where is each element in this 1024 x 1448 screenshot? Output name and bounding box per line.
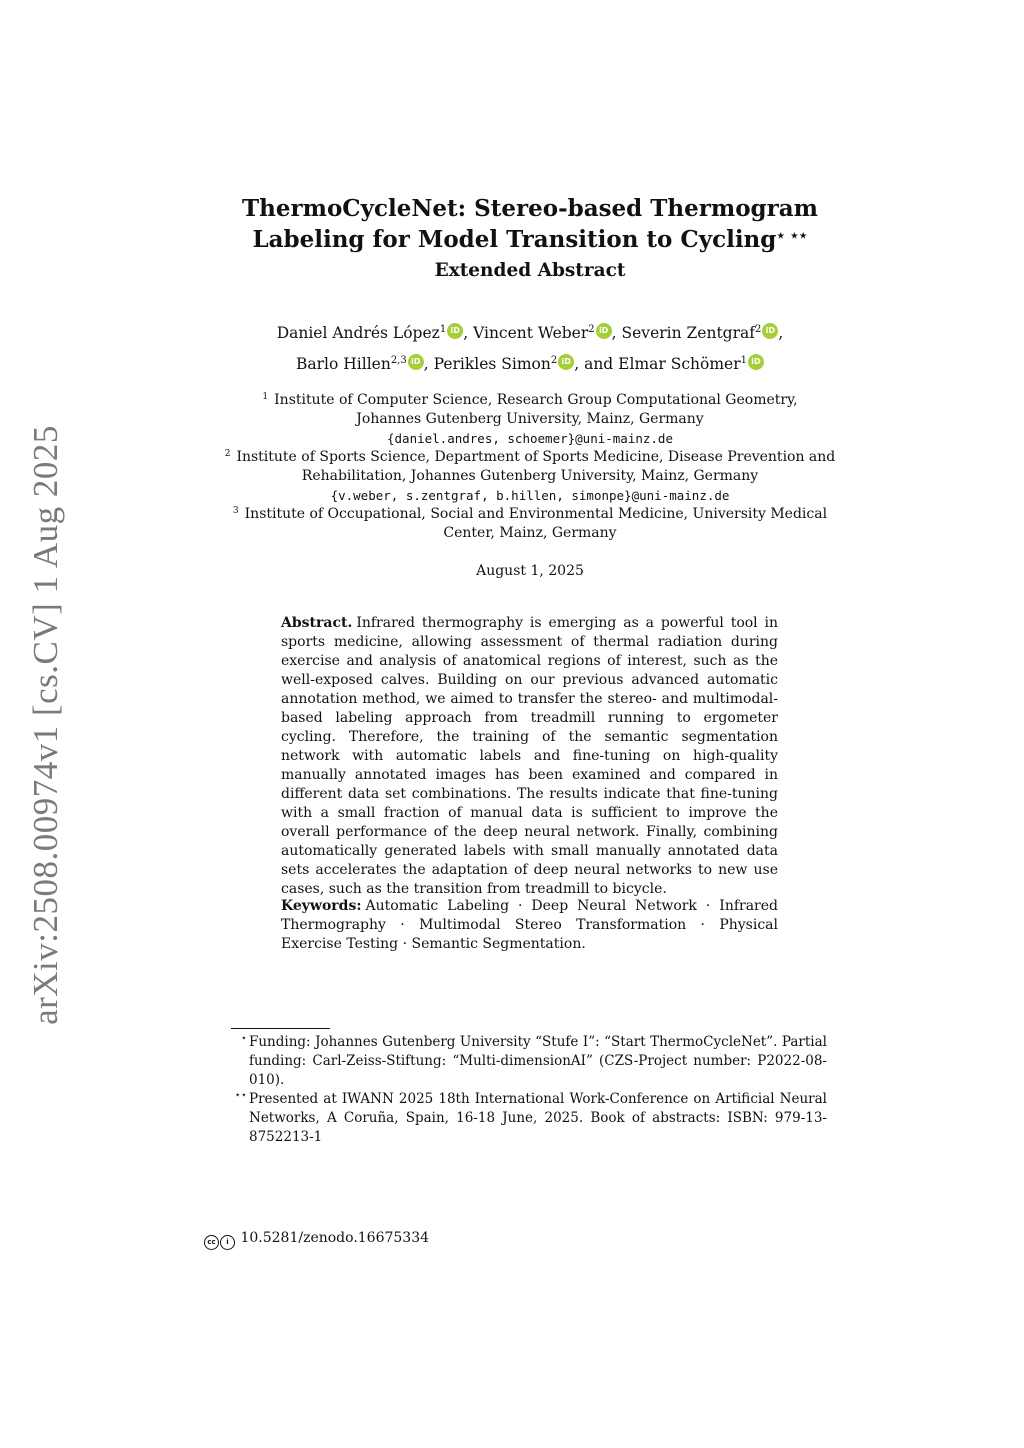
- author-name: Elmar Schömer: [618, 355, 741, 373]
- affiliation-number: 1: [262, 392, 269, 402]
- title-footnote-marks: ⋆ ⋆⋆: [776, 228, 808, 244]
- affiliation-1-email[interactable]: {daniel.andres, schoemer}@uni-mainz.de: [387, 431, 673, 446]
- abstract-section: [281, 614, 778, 899]
- orcid-icon[interactable]: iD: [447, 323, 463, 339]
- footnote-mark: ⋆⋆: [234, 1090, 247, 1101]
- affiliation-2-email[interactable]: {v.weber, s.zentgraf, b.hillen, simonpe}@uni-mainz.de: [330, 488, 730, 503]
- author-affiliation: 2,3: [390, 355, 407, 366]
- author-affiliation: 2: [588, 324, 595, 335]
- author-affiliation: 2: [754, 324, 762, 335]
- creative-commons-icon: cc: [204, 1235, 219, 1250]
- author-line-1: [170, 318, 890, 349]
- author-separator: ,: [463, 324, 469, 342]
- paper-subtitle: Extended Abstract: [434, 260, 626, 281]
- orcid-icon[interactable]: iD: [596, 323, 612, 339]
- author-affiliation: 1: [439, 324, 447, 335]
- author-separator: , and: [574, 355, 614, 373]
- author-separator: ,: [423, 355, 429, 373]
- license-doi: [204, 1228, 429, 1250]
- paper-title-block: [170, 193, 890, 286]
- title-line-2: [170, 224, 890, 255]
- affiliation-2-line-2: Rehabilitation, Johannes Gutenberg University, Mainz, Germany: [301, 468, 759, 484]
- author-affiliation: 2: [550, 355, 558, 366]
- keywords-text: Automatic Labeling · Deep Neural Network · Infrared Thermography · Multimodal Stereo Transformation · Physical Exercise Testing · Semantic Segmentation.: [281, 898, 778, 952]
- keywords-section: [281, 897, 778, 954]
- arxiv-identifier: arXiv:2508.00974v1 [cs.CV] 1 Aug 2025: [26, 425, 65, 1025]
- title-line-1: ThermoCycleNet: Stereo-based Thermogram: [242, 195, 818, 222]
- author-separator: ,: [611, 324, 617, 342]
- affiliation-text: Institute of Computer Science, Research Group Computational Geometry,: [274, 392, 798, 408]
- footnote-text: Funding: Johannes Gutenberg University “Stufe I”: “Start ThermoCycleNet”. Partial funding: Carl-Zeiss-Stiftung: “Multi-dimensionAI” (CZS-Project number: P2022-08-010).: [249, 1034, 827, 1088]
- affiliation-text: Institute of Sports Science, Department of Sports Medicine, Disease Prevention and: [236, 449, 836, 465]
- affiliation-number: 3: [232, 506, 239, 516]
- affiliation-2-line-1: [170, 448, 890, 467]
- orcid-icon[interactable]: iD: [762, 323, 778, 339]
- footnote-1: [231, 1033, 827, 1090]
- author-name: Severin Zentgraf: [621, 324, 755, 342]
- footnote-text: Presented at IWANN 2025 18th International Work-Conference on Artificial Neural Networks, A Coruña, Spain, 16-18 June, 2025. Book of abstracts: ISBN: 979-13-8752213-1: [249, 1091, 827, 1145]
- author-name: Vincent Weber: [473, 324, 589, 342]
- affiliation-text: Institute of Occupational, Social and Environmental Medicine, University Medical: [244, 506, 828, 522]
- author-list: [170, 318, 890, 380]
- footnotes: [231, 1033, 827, 1147]
- title-line-2-text: Labeling for Model Transition to Cycling: [252, 226, 777, 253]
- affiliation-3-line-2: Center, Mainz, Germany: [443, 525, 617, 541]
- orcid-icon[interactable]: iD: [408, 354, 424, 370]
- author-line-2: [170, 349, 890, 380]
- author-name: Barlo Hillen: [296, 355, 391, 373]
- author-name: Perikles Simon: [433, 355, 551, 373]
- affiliation-1-line-2: Johannes Gutenberg University, Mainz, Germany: [356, 411, 704, 427]
- doi-link[interactable]: 10.5281/zenodo.16675334: [240, 1230, 430, 1246]
- footnote-2: [231, 1090, 827, 1147]
- orcid-icon[interactable]: iD: [558, 354, 574, 370]
- footnote-mark: ⋆: [240, 1033, 247, 1044]
- affiliation-1-line-1: [170, 391, 890, 410]
- author-separator: ,: [778, 324, 784, 342]
- affiliation-number: 2: [224, 449, 231, 459]
- orcid-icon[interactable]: iD: [748, 354, 764, 370]
- affiliation-list: [170, 391, 890, 543]
- abstract-label: Abstract.: [281, 615, 353, 631]
- keywords-label: Keywords:: [281, 898, 362, 914]
- author-name: Daniel Andrés López: [276, 324, 440, 342]
- publication-date: August 1, 2025: [476, 563, 584, 579]
- affiliation-3-line-1: [170, 505, 890, 524]
- abstract-text: Infrared thermography is emerging as a powerful tool in sports medicine, allowing assessment of thermal radiation during exercise and analysis of anatomical regions of interest, such as the well-exposed calves. Building on our previous advanced automatic annotation method, we aimed to transfer the stereo- and multimodal-based labeling approach from treadmill running to ergometer cycling. Therefore, the training of the semantic segmentation network with automatic labels and fine-tuning on high-quality manually annotated images has been examined and compared in different data set combinations. The results indicate that fine-tuning with a small fraction of manual data is sufficient to improve the overall performance of the deep neural network. Finally, combining automatically generated labels with small manually annotated data sets accelerates the adaptation of deep neural networks to new use cases, such as the transition from treadmill to bicycle.: [281, 615, 778, 897]
- author-affiliation: 1: [740, 355, 747, 366]
- attribution-icon: i: [220, 1235, 235, 1250]
